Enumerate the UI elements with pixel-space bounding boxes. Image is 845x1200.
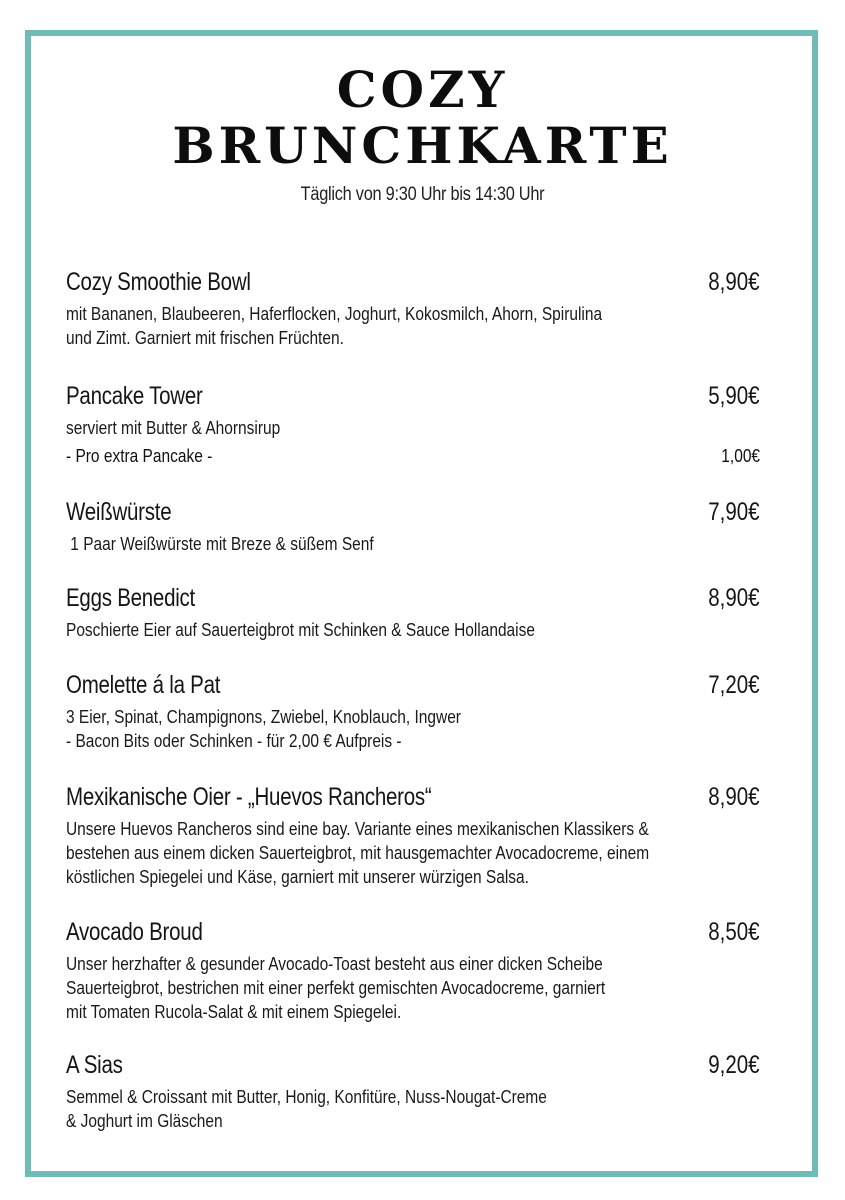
item-description-line: Poschierte Eier auf Sauerteigbrot mit Schinken & Sauce Hollandaise — [66, 620, 535, 640]
item-name: Pancake Tower — [66, 382, 203, 410]
item-name: Omelette á la Pat — [66, 671, 221, 699]
extra-option-label: - Pro extra Pancake - — [66, 446, 213, 466]
menu-item-huevos-rancheros — [66, 783, 766, 889]
menu-item-eggs-benedict — [66, 584, 766, 642]
menu-item-pancake-tower — [66, 382, 766, 474]
menu-header — [0, 62, 845, 206]
item-name: Eggs Benedict — [66, 584, 196, 612]
menu-title-line-1: COZY — [336, 60, 509, 119]
item-name: Mexikanische Oier - „Huevos Rancheros“ — [66, 783, 432, 811]
menu-title-line-2: BRUNCHKARTE — [172, 116, 673, 175]
item-price: 7,90€ — [708, 498, 760, 526]
opening-hours: Täglich von 9:30 Uhr bis 14:30 Uhr — [300, 184, 545, 205]
item-name: Weißwürste — [66, 498, 172, 526]
item-extra-option — [66, 446, 766, 474]
item-price: 9,20€ — [708, 1051, 760, 1079]
menu-item-avocado-broud — [66, 918, 766, 1024]
item-description-line: serviert mit Butter & Ahornsirup — [66, 418, 281, 438]
item-price: 5,90€ — [708, 382, 760, 410]
item-description-line: bestehen aus einem dicken Sauerteigbrot, mit hausgemachter Avocadocreme, einem — [66, 843, 650, 863]
menu-item-smoothie-bowl — [66, 268, 766, 350]
item-description-line: Unsere Huevos Rancheros sind eine bay. Variante eines mexikanischen Klassikers & — [66, 819, 649, 839]
item-name: Cozy Smoothie Bowl — [66, 268, 251, 296]
extra-option-price: 1,00€ — [721, 446, 760, 466]
menu-item-a-sias — [66, 1051, 766, 1133]
item-description-line: köstlichen Spiegelei und Käse, garniert mit unserer würzigen Salsa. — [66, 867, 529, 887]
item-description-line: - Bacon Bits oder Schinken - für 2,00 € Aufpreis - — [66, 731, 402, 751]
item-price: 8,90€ — [708, 584, 760, 612]
item-price: 8,50€ — [708, 918, 760, 946]
item-name: A Sias — [66, 1051, 123, 1079]
menu-item-omelette — [66, 671, 766, 753]
item-description-line: Unser herzhafter & gesunder Avocado-Toast besteht aus einer dicken Scheibe — [66, 954, 603, 974]
item-description-line: und Zimt. Garniert mit frischen Früchten. — [66, 328, 344, 348]
menu-item-weisswuerste — [66, 498, 766, 556]
item-description-line: mit Tomaten Rucola-Salat & mit einem Spiegelei. — [66, 1002, 402, 1022]
item-description-line: Semmel & Croissant mit Butter, Honig, Konfitüre, Nuss-Nougat-Creme — [66, 1087, 547, 1107]
item-description-line: & Joghurt im Gläschen — [66, 1111, 223, 1131]
item-price: 8,90€ — [708, 268, 760, 296]
item-description-line: 1 Paar Weißwürste mit Breze & süßem Senf — [66, 534, 374, 554]
item-description-line: Sauerteigbrot, bestrichen mit einer perfekt gemischten Avocadocreme, garniert — [66, 978, 606, 998]
item-price: 7,20€ — [708, 671, 760, 699]
item-name: Avocado Broud — [66, 918, 203, 946]
item-description-line: 3 Eier, Spinat, Champignons, Zwiebel, Knoblauch, Ingwer — [66, 707, 461, 727]
item-price: 8,90€ — [708, 783, 760, 811]
item-description-line: mit Bananen, Blaubeeren, Haferflocken, Joghurt, Kokosmilch, Ahorn, Spirulina — [66, 304, 603, 324]
